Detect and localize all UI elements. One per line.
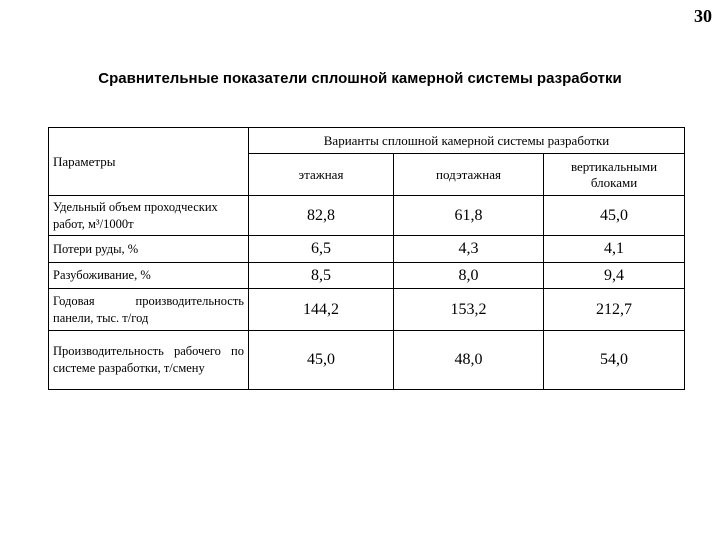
row-value: 144,2 — [249, 289, 394, 331]
row-value: 9,4 — [544, 263, 685, 289]
row-value: 4,1 — [544, 236, 685, 263]
row-param-name: Потери руды, % — [49, 236, 249, 263]
row-param-name: Производительность рабочего по системе разработки, т/смену — [49, 331, 249, 390]
page-title: Сравнительные показатели сплошной камерной системы разработки — [98, 70, 622, 87]
param-header: Параметры — [49, 128, 249, 196]
table-row — [49, 196, 685, 236]
row-param-name: Годовая производительность панели, тыс. т/год — [49, 289, 249, 331]
table-row — [49, 331, 685, 390]
row-value: 6,5 — [249, 236, 394, 263]
row-value: 4,3 — [394, 236, 544, 263]
row-value: 8,0 — [394, 263, 544, 289]
variant-header: подэтажная — [394, 154, 544, 196]
variant-header: этажная — [249, 154, 394, 196]
variants-group-header: Варианты сплошной камерной системы разработки — [249, 128, 685, 154]
row-value: 61,8 — [394, 196, 544, 236]
row-value: 8,5 — [249, 263, 394, 289]
row-value: 45,0 — [544, 196, 685, 236]
table-header-row — [49, 128, 685, 154]
variant-header: вертикальными блоками — [544, 154, 685, 196]
row-param-name: Разубоживание, % — [49, 263, 249, 289]
row-param-name: Удельный объем проходческих работ, м³/1000т — [49, 196, 249, 236]
row-value: 82,8 — [249, 196, 394, 236]
row-value: 212,7 — [544, 289, 685, 331]
table-row — [49, 236, 685, 263]
row-value: 153,2 — [394, 289, 544, 331]
row-value: 54,0 — [544, 331, 685, 390]
row-value: 45,0 — [249, 331, 394, 390]
comparison-table — [48, 127, 685, 390]
table-row — [49, 289, 685, 331]
table-row — [49, 263, 685, 289]
row-value: 48,0 — [394, 331, 544, 390]
page-number: 30 — [694, 6, 712, 26]
